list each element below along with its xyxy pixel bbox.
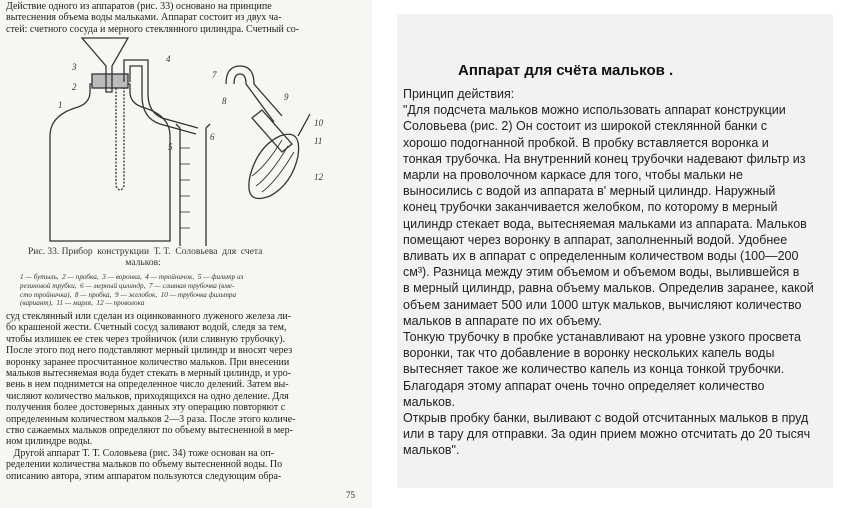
caption-title: Рис. 33. Прибор конструкции Т. Т. Соловьева для счета мальков:: [28, 247, 263, 268]
figure-label: 10: [314, 118, 323, 128]
figure-label: 12: [314, 172, 323, 182]
panel-title: Аппарат для счёта мальков .: [458, 62, 674, 79]
figure-label: 7: [212, 70, 217, 80]
figure-label: 1: [58, 100, 63, 110]
figure-label: 9: [284, 92, 289, 102]
scan-top-paragraph: Действие одного из аппаратов (рис. 33) основано на принципе вытеснения объема воды мальками. Аппарат состоит из двух ча- стей: счетного сосуда и мерного стеклянного цилиндра. Счетный со-: [6, 1, 300, 35]
scanned-book-page: [0, 0, 372, 508]
figure-label: 4: [166, 54, 171, 64]
figure-label: 11: [314, 136, 323, 146]
description-panel: [397, 14, 833, 488]
figure-caption: [20, 247, 365, 308]
figure-label: 8: [222, 96, 227, 106]
figure-label: 6: [210, 132, 215, 142]
scan-bottom-paragraph: суд стеклянный или сделан из оцинкованного луженого железа ли- бо крашеной жести. Счетный сосуд заливают водой, следя за тем, чтобы излишек ее стек через тройничок (или сливную трубочку). После этого под него подставляют мерный цилиндр и вносят через воронку заранее просчитанное количество мальков. При внесении мальков вытесняемая вода будет стекать в мерный цилиндр, и уро- вень в нем поднимется на определенное число делений. Затем вы- числяют количество мальков, приходящихся на одно деление. Для получения более достоверных данных эту операцию повторяют с определенным количеством мальков 2—3 раза. После этого количе- ство сажаемых мальков определяют по объему вытесненной в мер- ном цилиндре воды. Другой аппарат Т. Т. Соловьева (рис. 34) тоже основан на оп- ределении количества мальков по объему вытесненной воды. По описанию автора, этим аппаратом пользуются следующим обра-: [6, 311, 296, 482]
figure-label: 2: [72, 82, 77, 92]
caption-legend: 1 — бутыль, 2 — пробка, 3 — воронка, 4 — тройничок, 5 — фильтр из резиновой трубки, 6 — мерный цилиндр, 7 — сливная трубочка (вме- сто тройничка), 8 — пробка, 9 — желобок, 10 — трубочка фильтра (вариант), 11 — марля, 12 — проволока: [20, 273, 244, 308]
figure-label: 5: [168, 142, 173, 152]
page-number: 75: [346, 490, 355, 500]
figure-label: 3: [72, 62, 77, 72]
panel-body-text: Принцип действия: "Для подсчета мальков можно использовать аппарат конструкции Соловьева (рис. 2) Он состоит из широкой стеклянной банки с хорошо подогнанной пробкой. В пробку вставляется воронка и тонкая трубочка. На внутренний конец трубочки надевают фильтр из марли на проволочном каркасе для того, чтобы мальки не выносились с водой из аппарата в' мерный цилиндр. Наружный конец трубочки заканчивается желобком, по которому в мерный цилиндр стекает вода, вытесняемая мальками из аппарата. Мальков помещают через воронку в аппарат, заполненный водой. Удобнее вливать их в аппарат с определенным количеством воды (100—200 см³). Разница между этим объемом и объемом воды, вылившейся в в мерный цилиндр, равна объему мальков. Определив заранее, какой объем занимает 500 или 1000 штук мальков, вычисляют количество мальков в аппарате по их объему. Тонкую трубочку в пробке устанавливают на уровне узкого просвета воронки, так что добавление в воронку нескольких капель воды вытесняет такое же количество капель из конца тонкой трубочки. Благодаря этому аппарат очень точно определяет количество мальков. Открыв пробку банки, выливают с водой отсчитанных мальков в пруд или в тару для отправки. За один прием можно отсчитать до 20 тысяч мальков".: [403, 87, 814, 458]
